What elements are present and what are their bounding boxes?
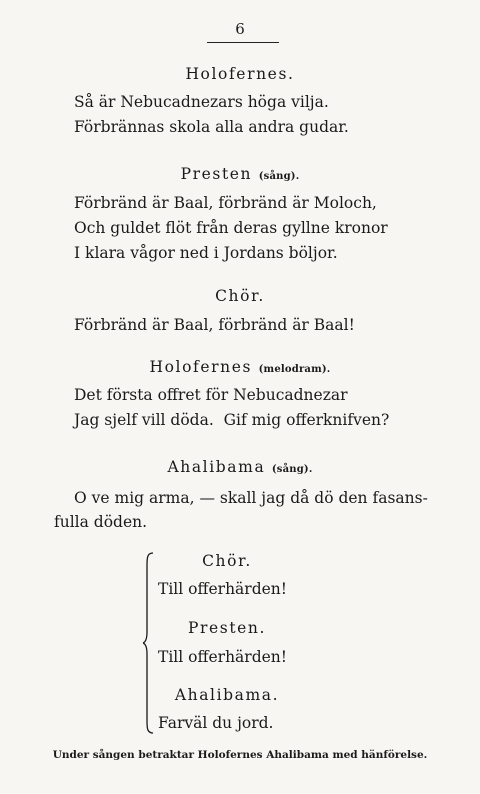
ahalibama-line-2: fulla döden.	[54, 513, 148, 531]
presten-line-3: I klara vågor ned i Jordans böljor.	[74, 244, 338, 262]
ahalibama-bracket-line: Farväl du jord.	[158, 714, 274, 732]
header-rule	[207, 42, 279, 43]
presten-line-2: Och guldet flöt från deras gyllne kronor	[74, 219, 388, 237]
speaker-ahalibama	[0, 458, 480, 476]
speaker-name: Presten	[180, 165, 253, 183]
speaker-ahalibama-bracket: Ahalibama.	[174, 686, 280, 704]
speaker-name: Ahalibama	[167, 458, 266, 476]
page-number: 6	[235, 20, 245, 38]
speaker-presten-bracket: Presten.	[187, 619, 267, 637]
speaker-presten	[0, 165, 480, 183]
holofernes-melodram-line-1: Det första offret för Nebucadnezar	[74, 386, 348, 404]
speaker-name: Holofernes	[149, 358, 253, 376]
holofernes-line-2: Förbrännas skola alla andra gudar.	[74, 118, 349, 136]
chor-line-1: Förbränd är Baal, förbränd är Baal!	[74, 316, 355, 334]
ahalibama-paragraph	[54, 486, 456, 534]
ahalibama-line-1: O ve mig arma, — skall jag då dö den fasans-	[74, 489, 428, 507]
stage-direction-footnote: Under sången betraktar Holofernes Ahalibama med hänförelse.	[52, 749, 428, 761]
speaker-holofernes: Holofernes.	[185, 65, 295, 83]
speaker-holofernes-melodram	[0, 358, 480, 376]
stage-direction: (sång).	[271, 464, 313, 475]
holofernes-line-1: Så är Nebucadnezars höga vilja.	[74, 93, 329, 111]
holofernes-melodram-line-2: Jag sjelf vill döda. Gif mig offerknifven?	[74, 411, 390, 429]
stage-direction: (melodram).	[258, 364, 331, 375]
speaker-chor: Chör.	[215, 287, 265, 305]
stage-direction: (sång).	[258, 171, 300, 182]
chor-bracket-line: Till offerhärden!	[158, 580, 288, 598]
speaker-chor-bracket: Chör.	[202, 552, 252, 570]
presten-bracket-line: Till offerhärden!	[158, 648, 288, 666]
curly-brace	[143, 552, 155, 734]
presten-line-1: Förbränd är Baal, förbränd är Moloch,	[74, 194, 377, 212]
